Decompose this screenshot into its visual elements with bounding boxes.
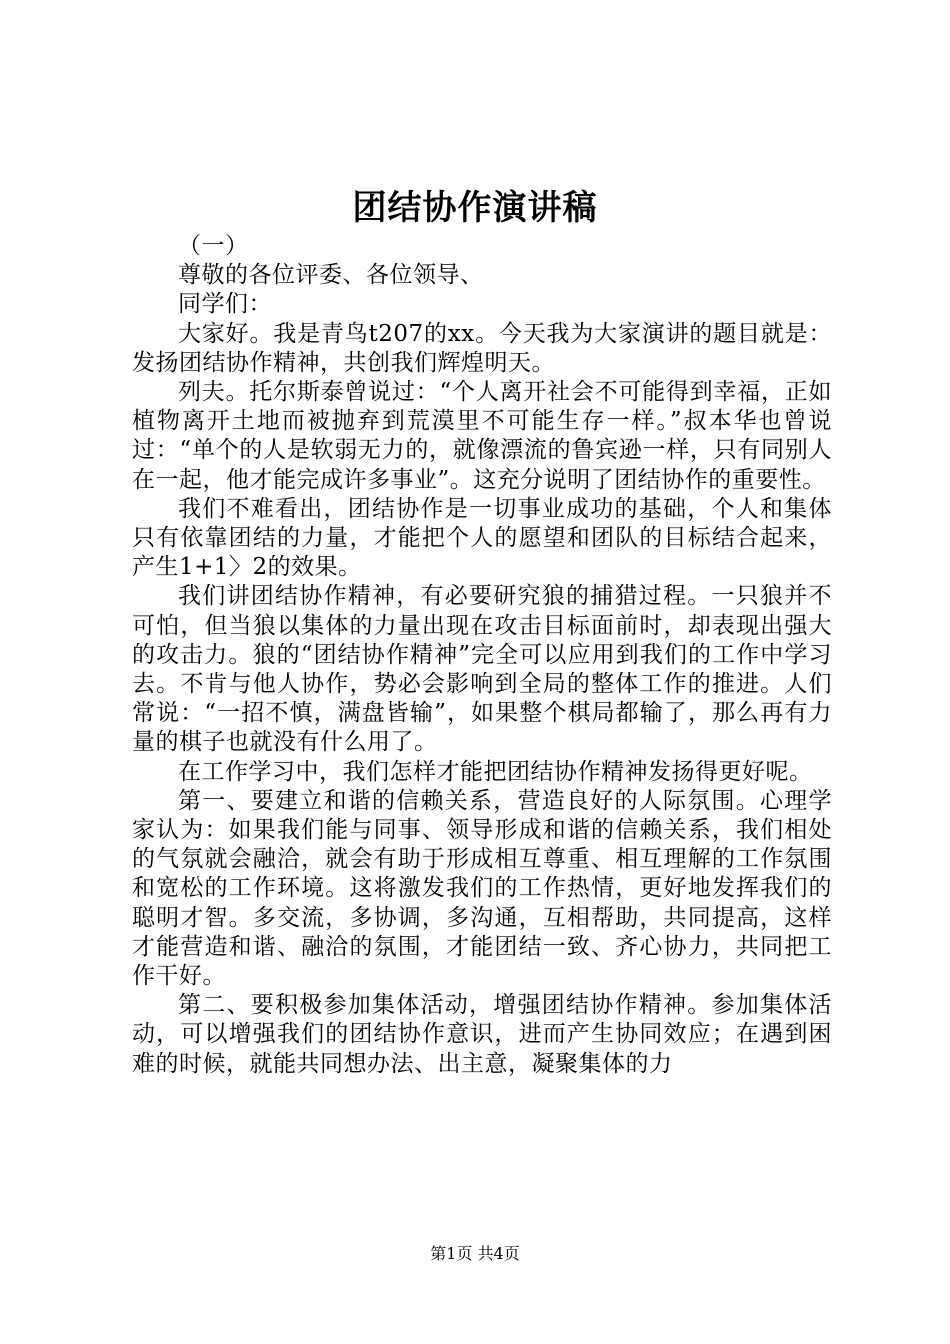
document-title: 团结协作演讲稿 xyxy=(352,188,598,228)
salutation-line-1: 尊敬的各位评委、各位领导、 xyxy=(178,262,484,289)
page-footer: 第1页 共4页 xyxy=(430,1244,520,1263)
paragraph-wolves: 我们讲团结协作精神，有必要研究狼的捕猎过程。一只狼并不可怕，但当狼以集体的力量出现在攻击目标面前时，却表现出强大的攻击力。狼的“团结协作精神”完全可以应用到我们的工作中学习去。不肯与他人协作，势必会影响到全局的整体工作的推进。人们常说：“一招不慎，满盘皆输”，如果整个棋局都输了，那么再有力量的棋子也就没有什么用了。 xyxy=(132,583,832,756)
paragraph-greeting: 大家好。我是青鸟t207的xx。今天我为大家演讲的题目就是：发扬团结协作精神，共创我们辉煌明天。 xyxy=(132,320,832,376)
section-marker: （一） xyxy=(178,233,249,259)
paragraph-foundation: 我们不难看出，团结协作是一切事业成功的基础，个人和集体只有依靠团结的力量，才能把个人的愿望和团队的目标结合起来，产生1+1〉2的效果。 xyxy=(132,495,832,581)
document-body xyxy=(132,232,832,1079)
salutation-line-2: 同学们： xyxy=(178,291,272,318)
paragraph-quotes: 列夫。托尔斯泰曾说过：“个人离开社会不可能得到幸福，正如植物离开土地而被抛弃到荒漠里不可能生存一样。”叔本华也曾说过：“单个的人是软弱无力的，就像漂流的鲁宾逊一样，只有同别人在一起，他才能完成许多事业”。这充分说明了团结协作的重要性。 xyxy=(132,379,832,493)
paragraph-point-two: 第二、要积极参加集体活动，增强团结协作精神。参加集体活动，可以增强我们的团结协作意识，进而产生协同效应；在遇到困难的时候，就能共同想办法、出主意，凝聚集体的力 xyxy=(132,992,832,1077)
paragraph-question: 在工作学习中，我们怎样才能把团结协作精神发扬得更好呢。 xyxy=(178,758,813,785)
paragraph-point-one: 第一、要建立和谐的信赖关系，营造良好的人际氛围。心理学家认为：如果我们能与同事、领导形成和谐的信赖关系，我们相处的气氛就会融洽，就会有助于形成相互尊重、相互理解的工作氛围和宽松的工作环境。这将激发我们的工作热情，更好地发挥我们的聪明才智。多交流，多协调，多沟通，互相帮助，共同提高，这样才能营造和谐、融洽的氛围，才能团结一致、齐心协力，共同把工作干好。 xyxy=(132,787,832,990)
